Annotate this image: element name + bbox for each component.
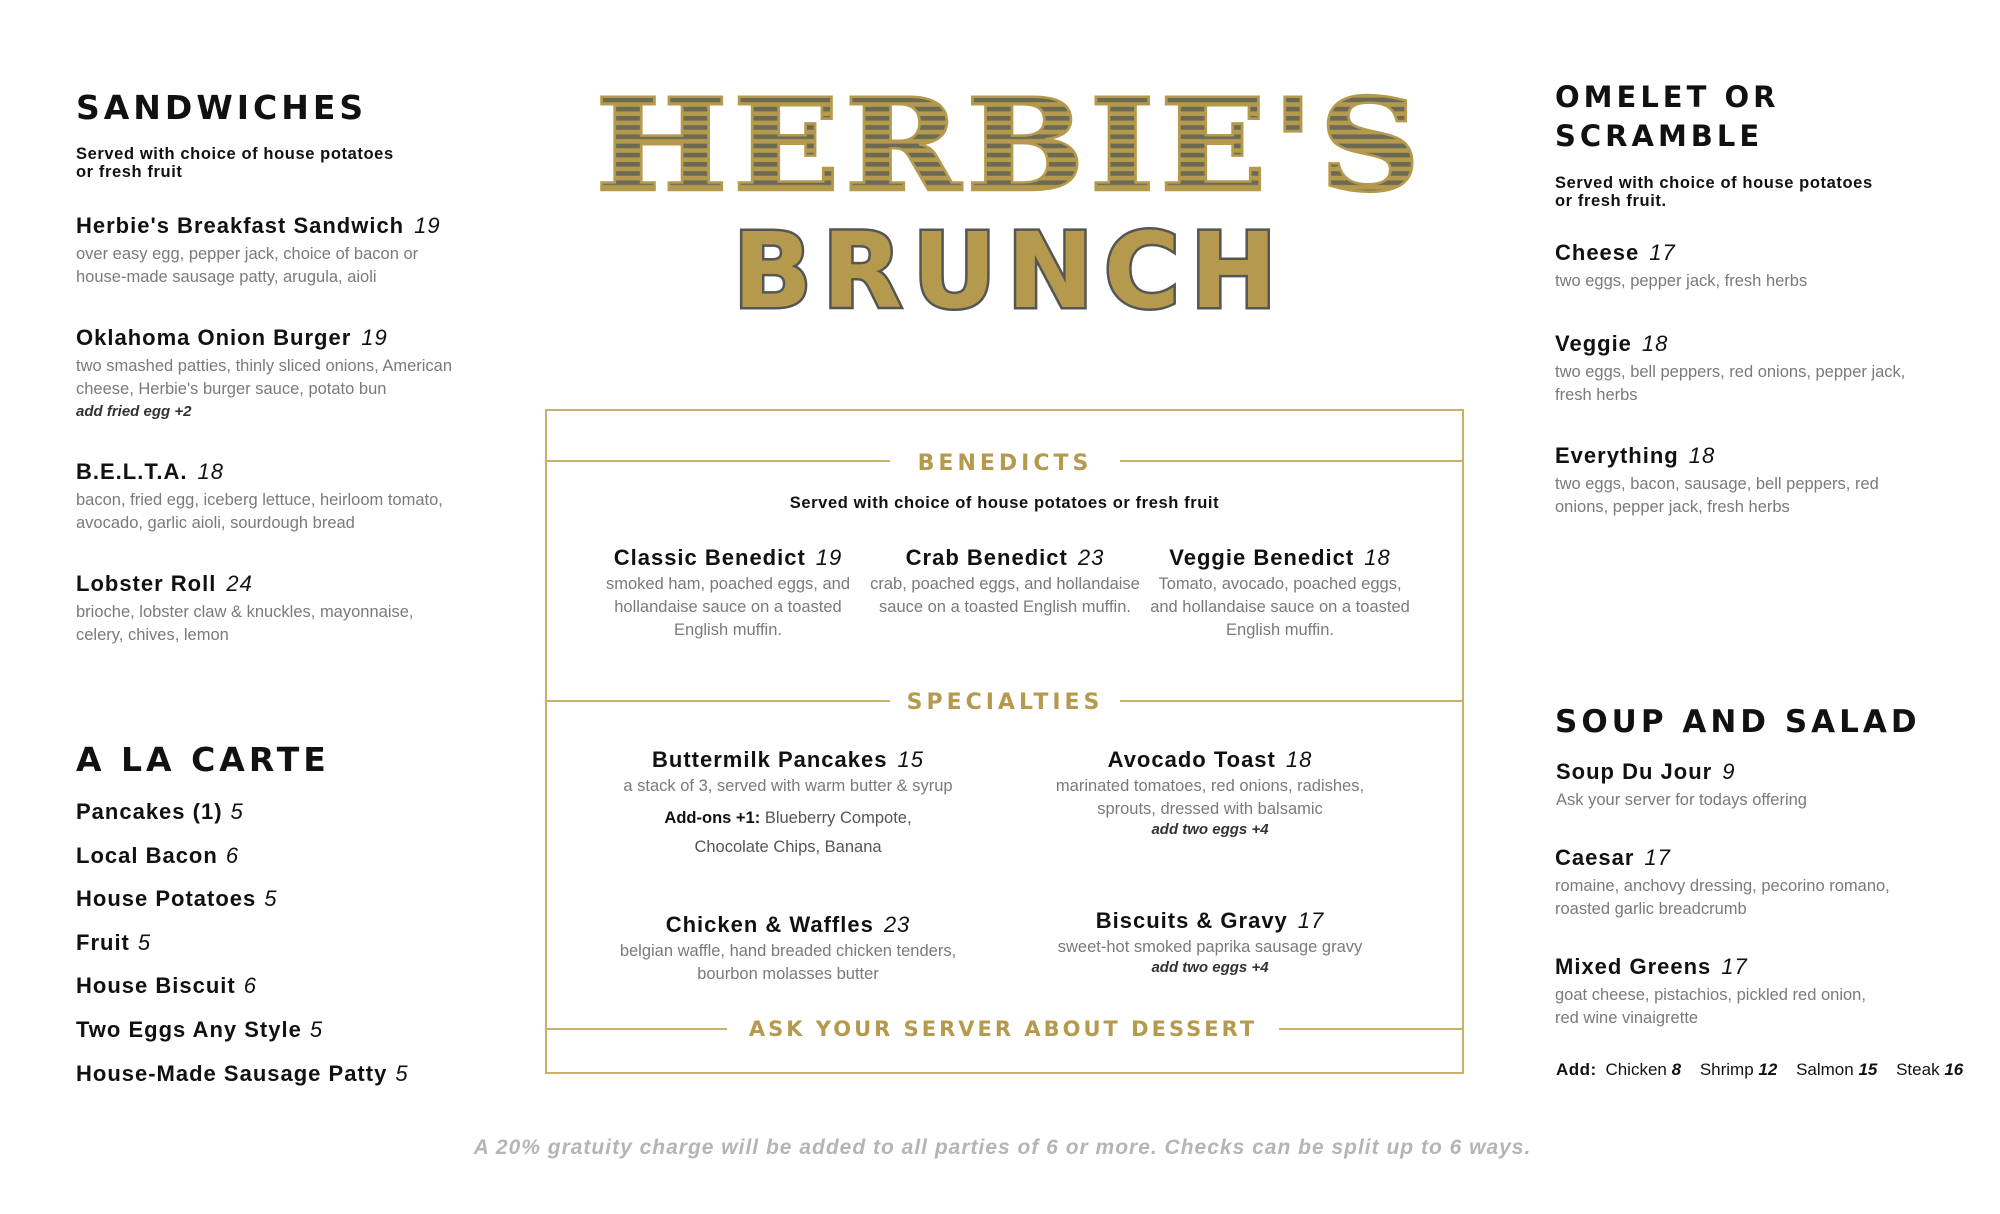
item-description: sweet-hot smoked paprika sausage gravy [1057,938,1363,956]
item-name: B.E.L.T.A. [76,459,188,484]
menu-item [1555,443,1975,519]
item-name: Cheese [1555,240,1640,265]
menu-item [1555,240,1975,293]
list-item: House Potatoes 5 [76,886,278,912]
item-price: 18 [1641,331,1669,356]
menu-item [76,325,506,420]
divider [1120,460,1464,462]
dessert-note: ASK YOUR SERVER ABOUT DESSERT [748,1017,1258,1041]
item-price: 23 [1077,545,1105,570]
menu-item [1555,845,1975,921]
omelet-title: OMELET OR SCRAMBLE [1555,80,1780,153]
item-name: Herbie's Breakfast Sandwich [76,213,405,238]
soup-salad-title: SOUP AND SALAD [1555,704,1921,740]
item-description: crab, poached eggs, and hollandaise sauce on a toasted English muffin. [870,575,1140,616]
item-price: 18 [1688,443,1716,468]
protein-addons: Add: Chicken 8 Shrimp 12 Salmon 15 Steak 16 [1556,1060,1964,1079]
gratuity-note: A 20% gratuity charge will be added to all parties of 6 or more. Checks can be split up to 6 ways. [473,1136,1532,1159]
omelet-section [1555,78,1975,210]
list-item: Pancakes (1) 5 [76,799,244,824]
item-name: Soup Du Jour [1556,759,1713,784]
list-item: Fruit 5 [76,929,152,955]
herbies-logo [590,70,1430,330]
addon-label: Add-ons +1: [664,809,761,827]
item-addon: add fried egg +2 [76,403,192,420]
add-label: Add: [1556,1060,1597,1079]
divider [545,460,890,462]
item-description: two smashed patties, thinly sliced onions, American cheese, Herbie's burger sauce, potato bun [76,357,453,398]
item-name: Crab Benedict [905,545,1068,570]
benedicts-subtitle: Served with choice of house potatoes or fresh fruit [789,494,1220,512]
item-addon: add two eggs +4 [1151,959,1269,976]
item-price: 19 [414,213,441,238]
a-la-carte-title: A LA CARTE [76,740,330,779]
item-addon: add two eggs +4 [1151,821,1269,838]
divider [545,1028,727,1030]
item-description: two eggs, bell peppers, red onions, pepper jack, fresh herbs [1555,363,1906,404]
a-la-carte-section [76,740,506,779]
item-description: smoked ham, poached eggs, and hollandaise sauce on a toasted English muffin. [606,575,850,639]
item-price: 9 [1722,759,1736,784]
item-name: Veggie Benedict [1169,545,1355,570]
menu-item [1555,331,1975,407]
specialties-title: SPECIALTIES [906,690,1104,715]
item-name: Mixed Greens [1555,954,1712,979]
divider [1120,700,1464,702]
item-name: Buttermilk Pancakes [652,747,888,772]
menu-item [1040,747,1380,838]
item-description: brioche, lobster claw & knuckles, mayonnaise, celery, chives, lemon [76,603,414,644]
item-name: Lobster Roll [76,571,217,596]
logo-subtitle: BRUNCH [732,210,1288,330]
menu-item [608,912,968,986]
item-description: goat cheese, pistachios, pickled red onion, red wine vinaigrette [1555,986,1866,1027]
list-item: House Biscuit 6 [76,973,257,999]
item-name: Oklahoma Onion Burger [76,325,352,350]
menu-item [608,747,968,862]
item-price: 17 [1721,954,1748,979]
item-name: Caesar [1555,845,1635,870]
item-price: 24 [226,571,253,596]
item-description: a stack of 3, served with warm butter & syrup [623,777,953,795]
item-price: 18 [197,459,224,484]
omelet-subtitle: Served with choice of house potatoes or fresh fruit. [1555,174,1873,210]
item-price: 17 [1644,845,1671,870]
item-description: Ask your server for todays offering [1556,791,1807,809]
item-description: two eggs, bacon, sausage, bell peppers, red onions, pepper jack, fresh herbs [1555,475,1879,516]
item-description: marinated tomatoes, red onions, radishes, sprouts, dressed with balsamic [1055,777,1365,818]
item-description: Tomato, avocado, poached eggs, and hollandaise sauce on a toasted English muffin. [1150,575,1410,639]
menu-item [1556,759,1976,812]
item-name: Biscuits & Gravy [1095,908,1288,933]
item-price: 19 [361,325,388,350]
sandwiches-subtitle: Served with choice of house potatoes or fresh fruit [76,145,394,181]
menu-item [76,459,506,535]
item-price: 18 [1364,545,1391,570]
item-price: 19 [815,545,843,570]
menu-item [76,571,506,647]
item-name: Avocado Toast [1107,747,1276,772]
item-name: Everything [1555,443,1679,468]
list-item: Local Bacon 6 [76,842,240,868]
a-la-carte-list [76,799,506,1104]
item-price: 17 [1649,240,1676,265]
item-name: Classic Benedict [613,545,806,570]
list-item: House-Made Sausage Patty 5 [76,1060,409,1086]
menu-item [76,213,506,289]
divider [1279,1028,1464,1030]
menu-item [1555,954,1975,1030]
benedicts-title: BENEDICTS [917,451,1093,476]
divider [545,700,890,702]
logo-title: HERBIE'S [595,71,1425,221]
item-description: two eggs, pepper jack, fresh herbs [1555,272,1808,290]
menu-item [865,545,1145,619]
list-item: Two Eggs Any Style 5 [76,1016,324,1042]
menu-item [1145,545,1415,642]
item-description: bacon, fried egg, iceberg lettuce, heirloom tomato, avocado, garlic aioli, sourdough bread [76,491,443,532]
sandwiches-section [76,88,506,181]
item-addon-list: Add-ons +1: Blueberry Compote, Chocolate Chips, Banana [664,809,912,856]
item-name: Veggie [1555,331,1632,356]
item-price: 17 [1297,908,1325,933]
item-price: 23 [883,912,911,937]
item-description: over easy egg, pepper jack, choice of bacon or house-made sausage patty, arugula, aioli [76,245,419,286]
item-description: belgian waffle, hand breaded chicken tenders, bourbon molasses butter [619,942,957,983]
item-description: romaine, anchovy dressing, pecorino romano, roasted garlic breadcrumb [1555,877,1890,918]
item-price: 18 [1285,747,1313,772]
item-price: 15 [897,747,924,772]
menu-item [598,545,858,642]
sandwiches-title: SANDWICHES [76,88,368,127]
item-name: Chicken & Waffles [665,912,874,937]
menu-item [1040,908,1380,976]
